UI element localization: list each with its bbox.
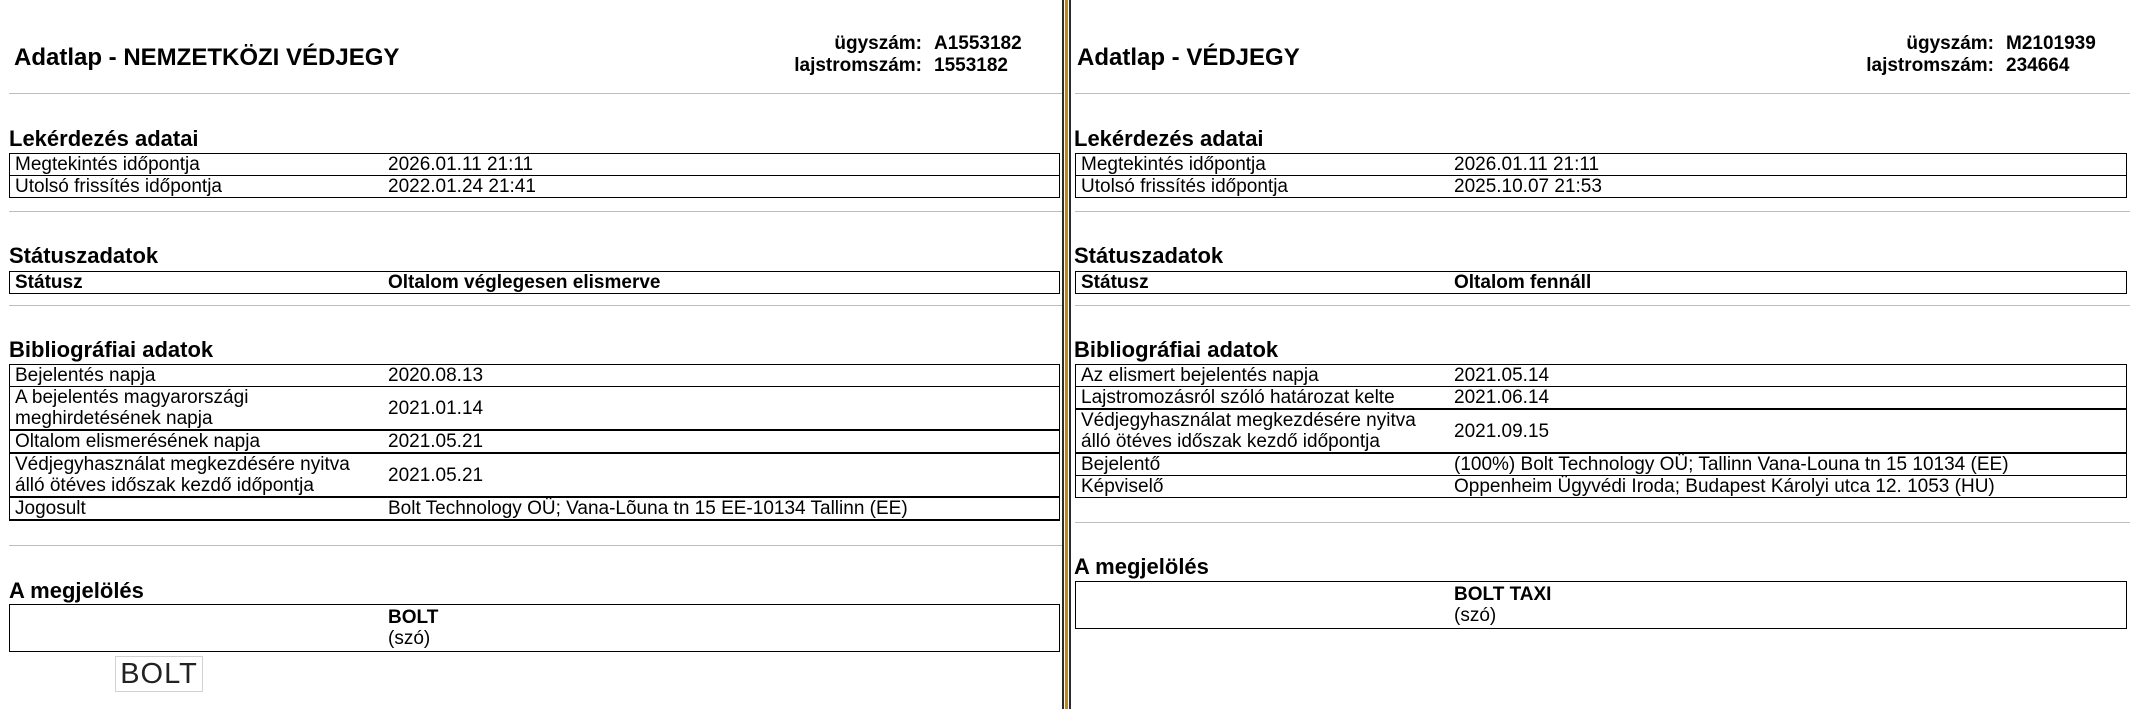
table-row [10,605,1060,652]
right-case-number-label: ügyszám: [1906,33,1994,54]
biblio-label: Lajstromozásról szóló határozat kelte [1076,387,1450,410]
mark-image: BOLT [115,656,203,692]
right-biblio-section-title: Bibliográfiai adatok [1074,337,1279,362]
query-label: Utolsó frissítés időpontja [1076,176,1450,198]
left-divider-2 [9,211,1062,212]
biblio-label: Védjegyhasználat megkezdésére nyitva álló ötéves időszak kezdő időpontja [1076,409,1450,453]
frame-divider[interactable] [1062,0,1071,709]
mark-value-cell [1449,582,2127,629]
right-divider-3 [1075,305,2130,306]
query-value: 2025.10.07 21:53 [1449,176,2127,198]
query-label: Megtekintés időpontja [10,154,384,176]
table-row [1076,365,2127,387]
biblio-label: Oltalom elismerésének napja [10,430,384,453]
mark-value-cell [383,605,1060,652]
left-query-section-title: Lekérdezés adatai [9,126,199,151]
table-row [10,430,1060,453]
mark-type: (szó) [388,628,431,649]
right-case-number-row [1866,33,2096,55]
right-registration-number-row [1866,55,2096,77]
table-row [1076,582,2127,629]
table-row [10,176,1060,198]
biblio-value: (100%) Bolt Technology OÜ; Tallinn Vana-Louna tn 15 10134 (EE) [1449,453,2127,476]
right-id-block [1866,33,2096,77]
left-divider-1 [9,93,1062,94]
right-mark-section-title: A megjelölés [1074,554,1209,579]
right-mark-table [1075,581,2127,629]
left-query-table [9,153,1060,198]
mark-label-cell [10,605,384,652]
status-value: Oltalom véglegesen elismerve [383,272,1060,294]
table-row [1076,409,2127,453]
left-case-number-row [794,33,1024,55]
table-row [1076,176,2127,198]
status-label: Státusz [10,272,384,294]
query-label: Utolsó frissítés időpontja [10,176,384,198]
table-row [1076,476,2127,498]
biblio-value: 2020.08.13 [383,365,1060,387]
table-row [1076,154,2127,176]
table-row [10,387,1060,431]
table-row [1076,387,2127,410]
query-value: 2026.01.11 21:11 [1449,154,2127,176]
left-case-number-label: ügyszám: [834,33,922,54]
right-query-section-title: Lekérdezés adatai [1074,126,1264,151]
left-datasheet [0,0,1064,709]
left-registration-number-row [794,55,1024,77]
right-biblio-table [1075,364,2127,498]
query-value: 2022.01.24 21:41 [383,176,1060,198]
right-registration-number-label: lajstromszám: [1866,55,1994,76]
right-case-number-value: M2101939 [2006,33,2096,54]
right-divider-4 [1075,522,2130,523]
left-status-table [9,271,1060,294]
biblio-label: Képviselő [1076,476,1450,498]
query-label: Megtekintés időpontja [1076,154,1450,176]
left-case-number-value: A1553182 [934,33,1022,54]
right-status-section-title: Státuszadatok [1074,243,1224,268]
status-label: Státusz [1076,272,1450,294]
left-id-block [794,33,1024,77]
table-row [1076,453,2127,476]
table-row [1076,272,2127,294]
right-status-table [1075,271,2127,294]
mark-type: (szó) [1454,605,1497,626]
biblio-value: Oppenheim Ügyvédi Iroda; Budapest Károlyi utca 12. 1053 (HU) [1449,476,2127,498]
table-row [10,154,1060,176]
biblio-value: 2021.05.21 [383,453,1060,497]
left-registration-number-value: 1553182 [934,55,1008,76]
left-divider-4 [9,545,1062,546]
left-header [0,30,1064,84]
left-registration-number-label: lajstromszám: [794,55,922,76]
left-status-section-title: Státuszadatok [9,243,159,268]
biblio-value: Bolt Technology OÜ; Vana-Lõuna tn 15 EE-10134 Tallinn (EE) [383,497,1060,520]
table-row [10,365,1060,387]
left-divider-3 [9,305,1062,306]
biblio-label: A bejelentés magyarországi meghirdetésének napja [10,387,384,431]
right-page-title: Adatlap - VÉDJEGY [1077,44,1300,71]
mark-name: BOLT TAXI [1454,584,1552,605]
query-value: 2026.01.11 21:11 [383,154,1060,176]
table-row [10,453,1060,497]
left-page-title: Adatlap - NEMZETKÖZI VÉDJEGY [14,44,400,71]
biblio-value: 2021.05.21 [383,430,1060,453]
status-value: Oltalom fennáll [1449,272,2127,294]
right-query-table [1075,153,2127,198]
right-registration-number-value: 234664 [2006,55,2070,76]
biblio-label: Bejelentés napja [10,365,384,387]
right-divider-2 [1075,211,2130,212]
biblio-label: Jogosult [10,497,384,520]
table-row [10,272,1060,294]
table-row [10,497,1060,520]
biblio-label: Az elismert bejelentés napja [1076,365,1450,387]
left-mark-table [9,604,1060,652]
left-biblio-table [9,364,1060,521]
right-header [1072,30,2132,84]
biblio-value: 2021.09.15 [1449,409,2127,453]
right-divider-1 [1075,93,2130,94]
biblio-value: 2021.05.14 [1449,365,2127,387]
left-biblio-section-title: Bibliográfiai adatok [9,337,214,362]
biblio-value: 2021.06.14 [1449,387,2127,410]
biblio-label: Bejelentő [1076,453,1450,476]
biblio-label: Védjegyhasználat megkezdésére nyitva álló ötéves időszak kezdő időpontja [10,453,384,497]
left-mark-section-title: A megjelölés [9,578,144,603]
mark-label-cell [1076,582,1450,629]
biblio-value: 2021.01.14 [383,387,1060,431]
mark-name: BOLT [388,607,439,628]
right-datasheet [1072,0,2132,709]
